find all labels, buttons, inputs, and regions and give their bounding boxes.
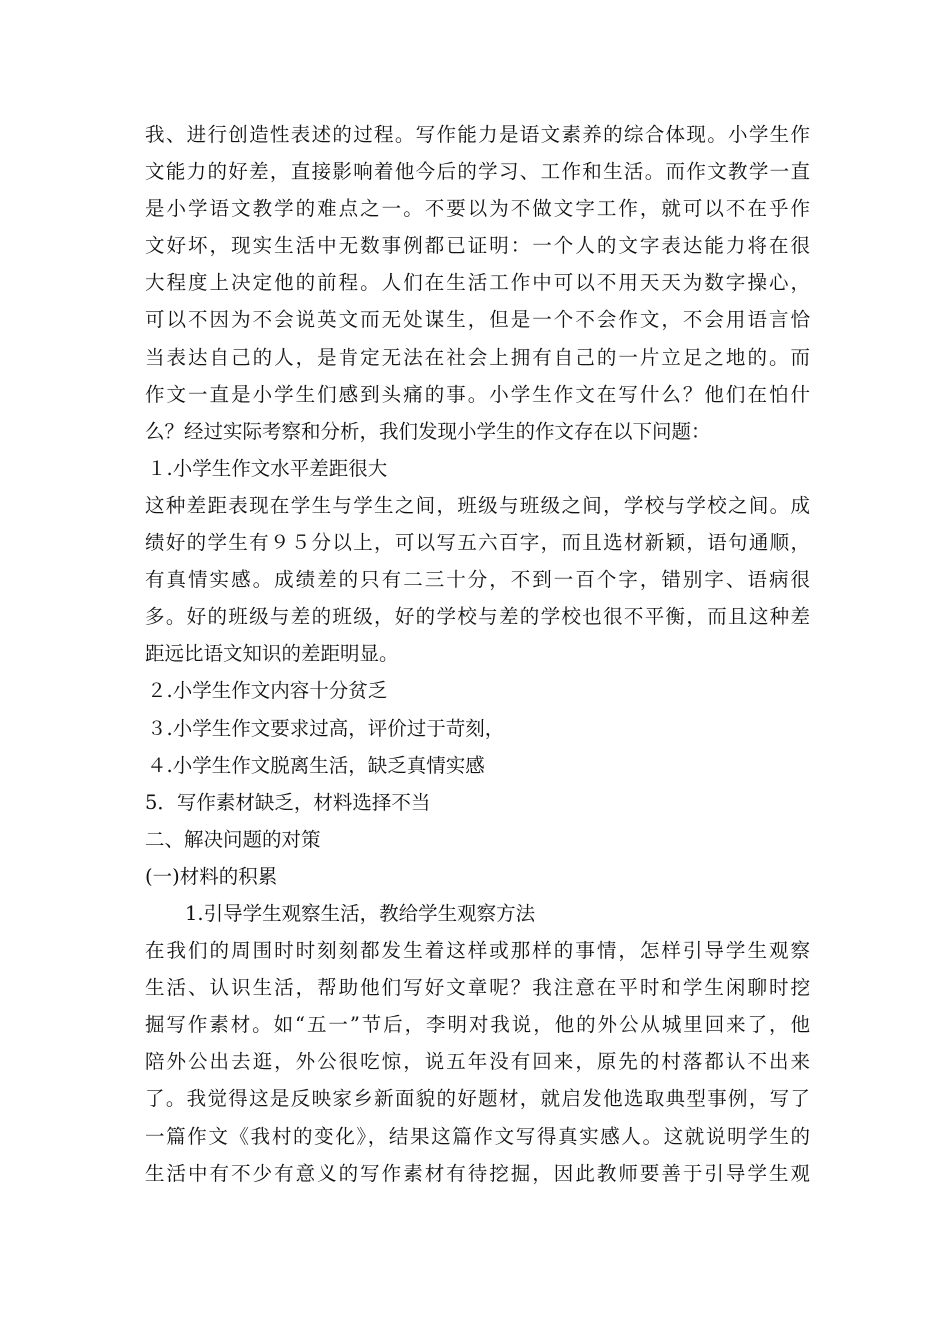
- text-line: 多。好的班级与差的班级，好的学校与差的学校也很不平衡，而且这种差: [145, 605, 810, 629]
- list-heading: ４.小学生作文脱离生活，缺乏真情实感: [147, 753, 485, 777]
- text-line: 可以不因为不会说英文而无处谋生，但是一个不会作文，不会用语言恰: [145, 308, 810, 332]
- text-line: 作文一直是小学生们感到头痛的事。小学生作文在写什么？他们在怕什: [145, 382, 810, 406]
- text-line: 掘写作素材。如“五一”节后，李明对我说，他的外公从城里回来了，他: [145, 1013, 810, 1037]
- body-text: [145, 116, 810, 1192]
- text-line: 么？经过实际考察和分析，我们发现小学生的作文存在以下问题：: [145, 419, 711, 443]
- subsection-heading: (一)材料的积累: [145, 864, 278, 888]
- list-heading: ３.小学生作文要求过高，评价过于苛刻，: [147, 716, 505, 740]
- list-heading: 5．写作素材缺乏，材料选择不当: [145, 790, 431, 814]
- text-line: 距远比语文知识的差距明显。: [145, 642, 399, 666]
- text-line: 大程度上决定他的前程。人们在生活工作中可以不用天天为数字操心，: [145, 271, 810, 295]
- text-line: 当表达自己的人，是肯定无法在社会上拥有自己的一片立足之地的。而: [145, 345, 810, 369]
- text-line: 陪外公出去逛，外公很吃惊，说五年没有回来，原先的村落都认不出来: [145, 1050, 810, 1074]
- text-line: 在我们的周围时时刻刻都发生着这样或那样的事情，怎样引导学生观察: [145, 939, 810, 963]
- text-line: 有真情实感。成绩差的只有二三十分，不到一百个字，错别字、语病很: [145, 568, 810, 592]
- list-heading: 1.引导学生观察生活，教给学生观察方法: [185, 901, 536, 925]
- text-line: 生活、认识生活，帮助他们写好文章呢？我注意在平时和学生闲聊时挖: [145, 976, 810, 1000]
- text-line: 绩好的学生有９５分以上，可以写五六百字，而且选材新颖，语句通顺，: [145, 531, 810, 555]
- text-line: 一篇作文《我村的变化》，结果这篇作文写得真实感人。这就说明学生的: [145, 1124, 810, 1148]
- text-line: 文好坏，现实生活中无数事例都已证明：一个人的文字表达能力将在很: [145, 234, 810, 258]
- text-line: 是小学语文教学的难点之一。不要以为不做文字工作，就可以不在乎作: [145, 197, 810, 221]
- list-heading: １.小学生作文水平差距很大: [147, 456, 388, 480]
- text-line: 我、进行创造性表述的过程。写作能力是语文素养的综合体现。小学生作: [145, 123, 810, 146]
- text-line: 这种差距表现在学生与学生之间，班级与班级之间，学校与学校之间。成: [145, 493, 810, 517]
- section-heading: 二、解决问题的对策: [145, 827, 321, 851]
- text-line: 文能力的好差，直接影响着他今后的学习、工作和生活。而作文教学一直: [145, 160, 810, 184]
- text-line: 了。我觉得这是反映家乡新面貌的好题材，就启发他选取典型事例，写了: [145, 1087, 810, 1111]
- text-line: 生活中有不少有意义的写作素材有待挖掘，因此教师要善于引导学生观: [145, 1161, 810, 1185]
- list-heading: ２.小学生作文内容十分贫乏: [147, 679, 388, 703]
